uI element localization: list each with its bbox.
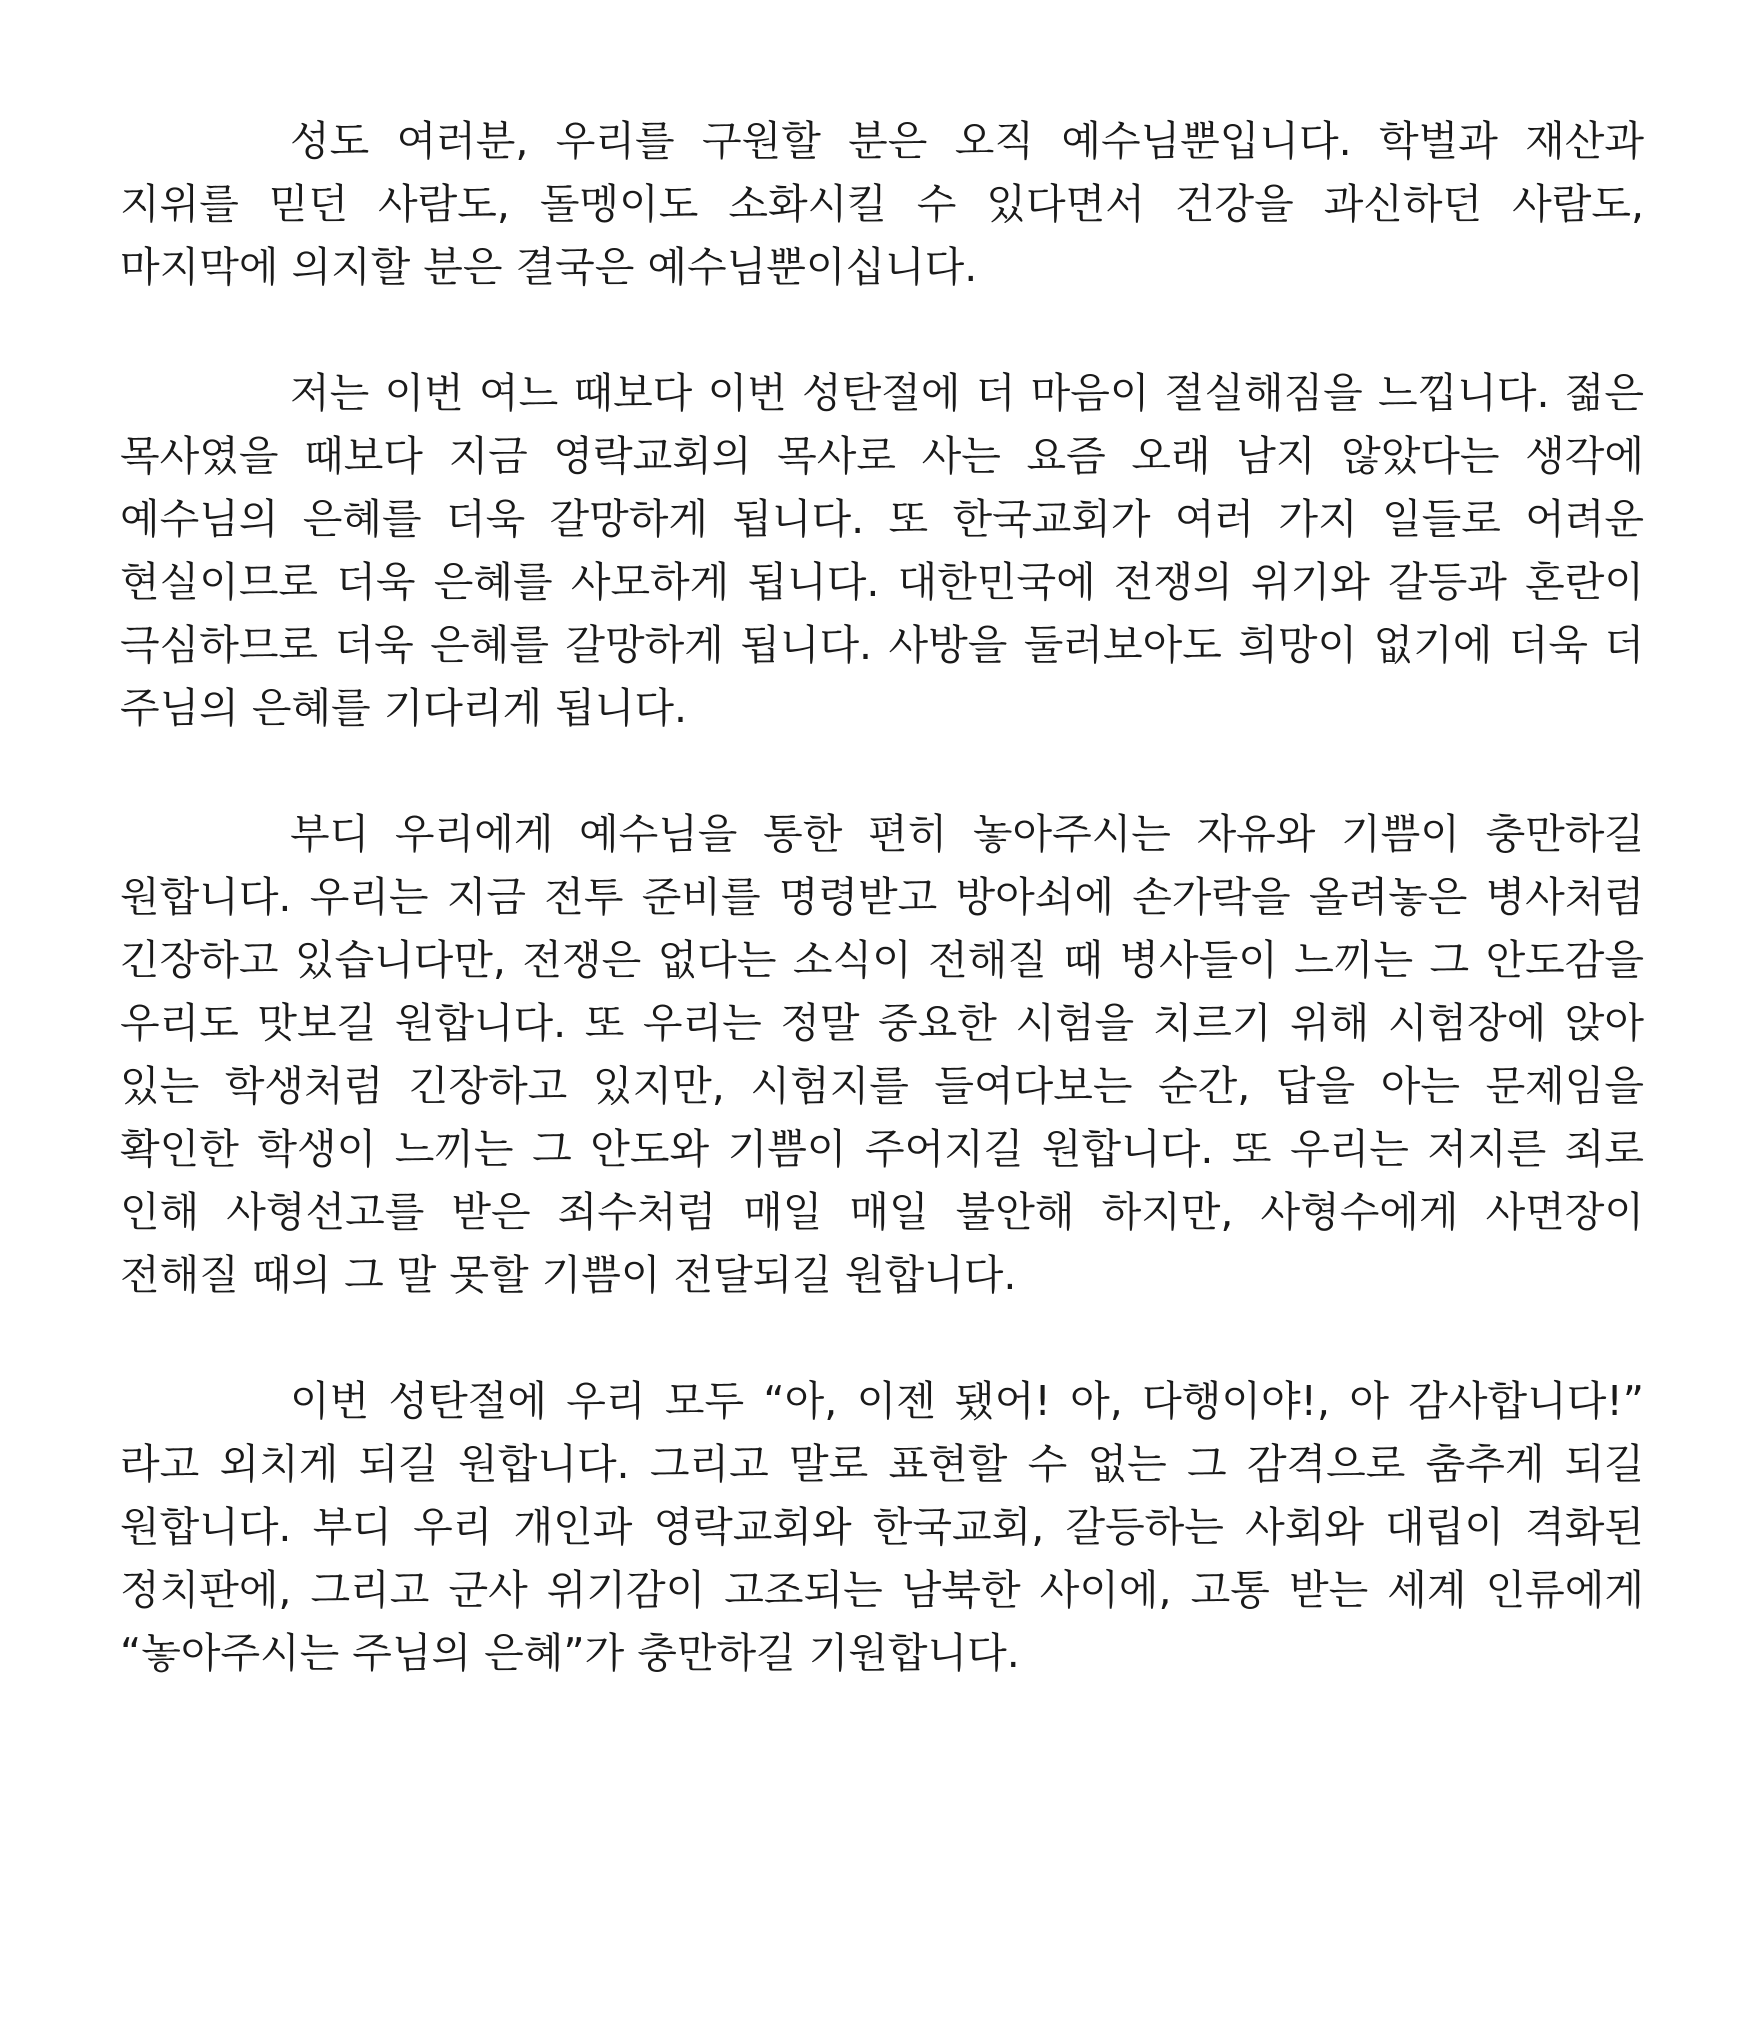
paragraph-1: 성도 여러분, 우리를 구원할 분은 오직 예수님뿐입니다. 학벌과 재산과 지위를 믿던 사람도, 돌멩이도 소화시킬 수 있다면서 건강을 과신하던 사람도, 마지막에 의지할 분은 결국은 예수님뿐이십니다. <box>120 117 1644 291</box>
paragraph-3: 부디 우리에게 예수님을 통한 편히 놓아주시는 자유와 기쁨이 충만하길 원합니다. 우리는 지금 전투 준비를 명령받고 방아쇠에 손가락을 올려놓은 병사처럼 긴장하고 있습니다만, 전쟁은 없다는 소식이 전해질 때 병사들이 느끼는 그 안도감을 우리도 맛보길 원합니다. 또 우리는 정말 중요한 시험을 치르기 위해 시험장에 앉아 있는 학생처럼 긴장하고 있지만, 시험지를 들여다보는 순간, 답을 아는 문제임을 확인한 학생이 느끼는 그 안도와 기쁨이 주어지길 원합니다. 또 우리는 저지른 죄로 인해 사형선고를 받은 죄수처럼 매일 매일 불안해 하지만, 사형수에게 사면장이 전해질 때의 그 말 못할 기쁨이 전달되길 원합니다. <box>120 810 1644 1299</box>
paragraph-4: 이번 성탄절에 우리 모두 “아, 이젠 됐어! 아, 다행이야!, 아 감사합니다!” 라고 외치게 되길 원합니다. 그리고 말로 표현할 수 없는 그 감격으로 춤추게 되길 원합니다. 부디 우리 개인과 영락교회와 한국교회, 갈등하는 사회와 대립이 격화된 정치판에, 그리고 군사 위기감이 고조되는 남북한 사이에, 고통 받는 세계 인류에게 “놓아주시는 주님의 은혜”가 충만하길 기원합니다. <box>120 1377 1644 1677</box>
paragraph-2: 저는 이번 여느 때보다 이번 성탄절에 더 마음이 절실해짐을 느낍니다. 젊은 목사였을 때보다 지금 영락교회의 목사로 사는 요즘 오래 남지 않았다는 생각에 예수님의 은혜를 더욱 갈망하게 됩니다. 또 한국교회가 여러 가지 일들로 어려운 현실이므로 더욱 은혜를 사모하게 됩니다. 대한민국에 전쟁의 위기와 갈등과 혼란이 극심하므로 더욱 은혜를 갈망하게 됩니다. 사방을 둘러보아도 희망이 없기에 더욱 더 주님의 은혜를 기다리게 됩니다. <box>120 369 1644 732</box>
document-body <box>120 110 1644 1685</box>
